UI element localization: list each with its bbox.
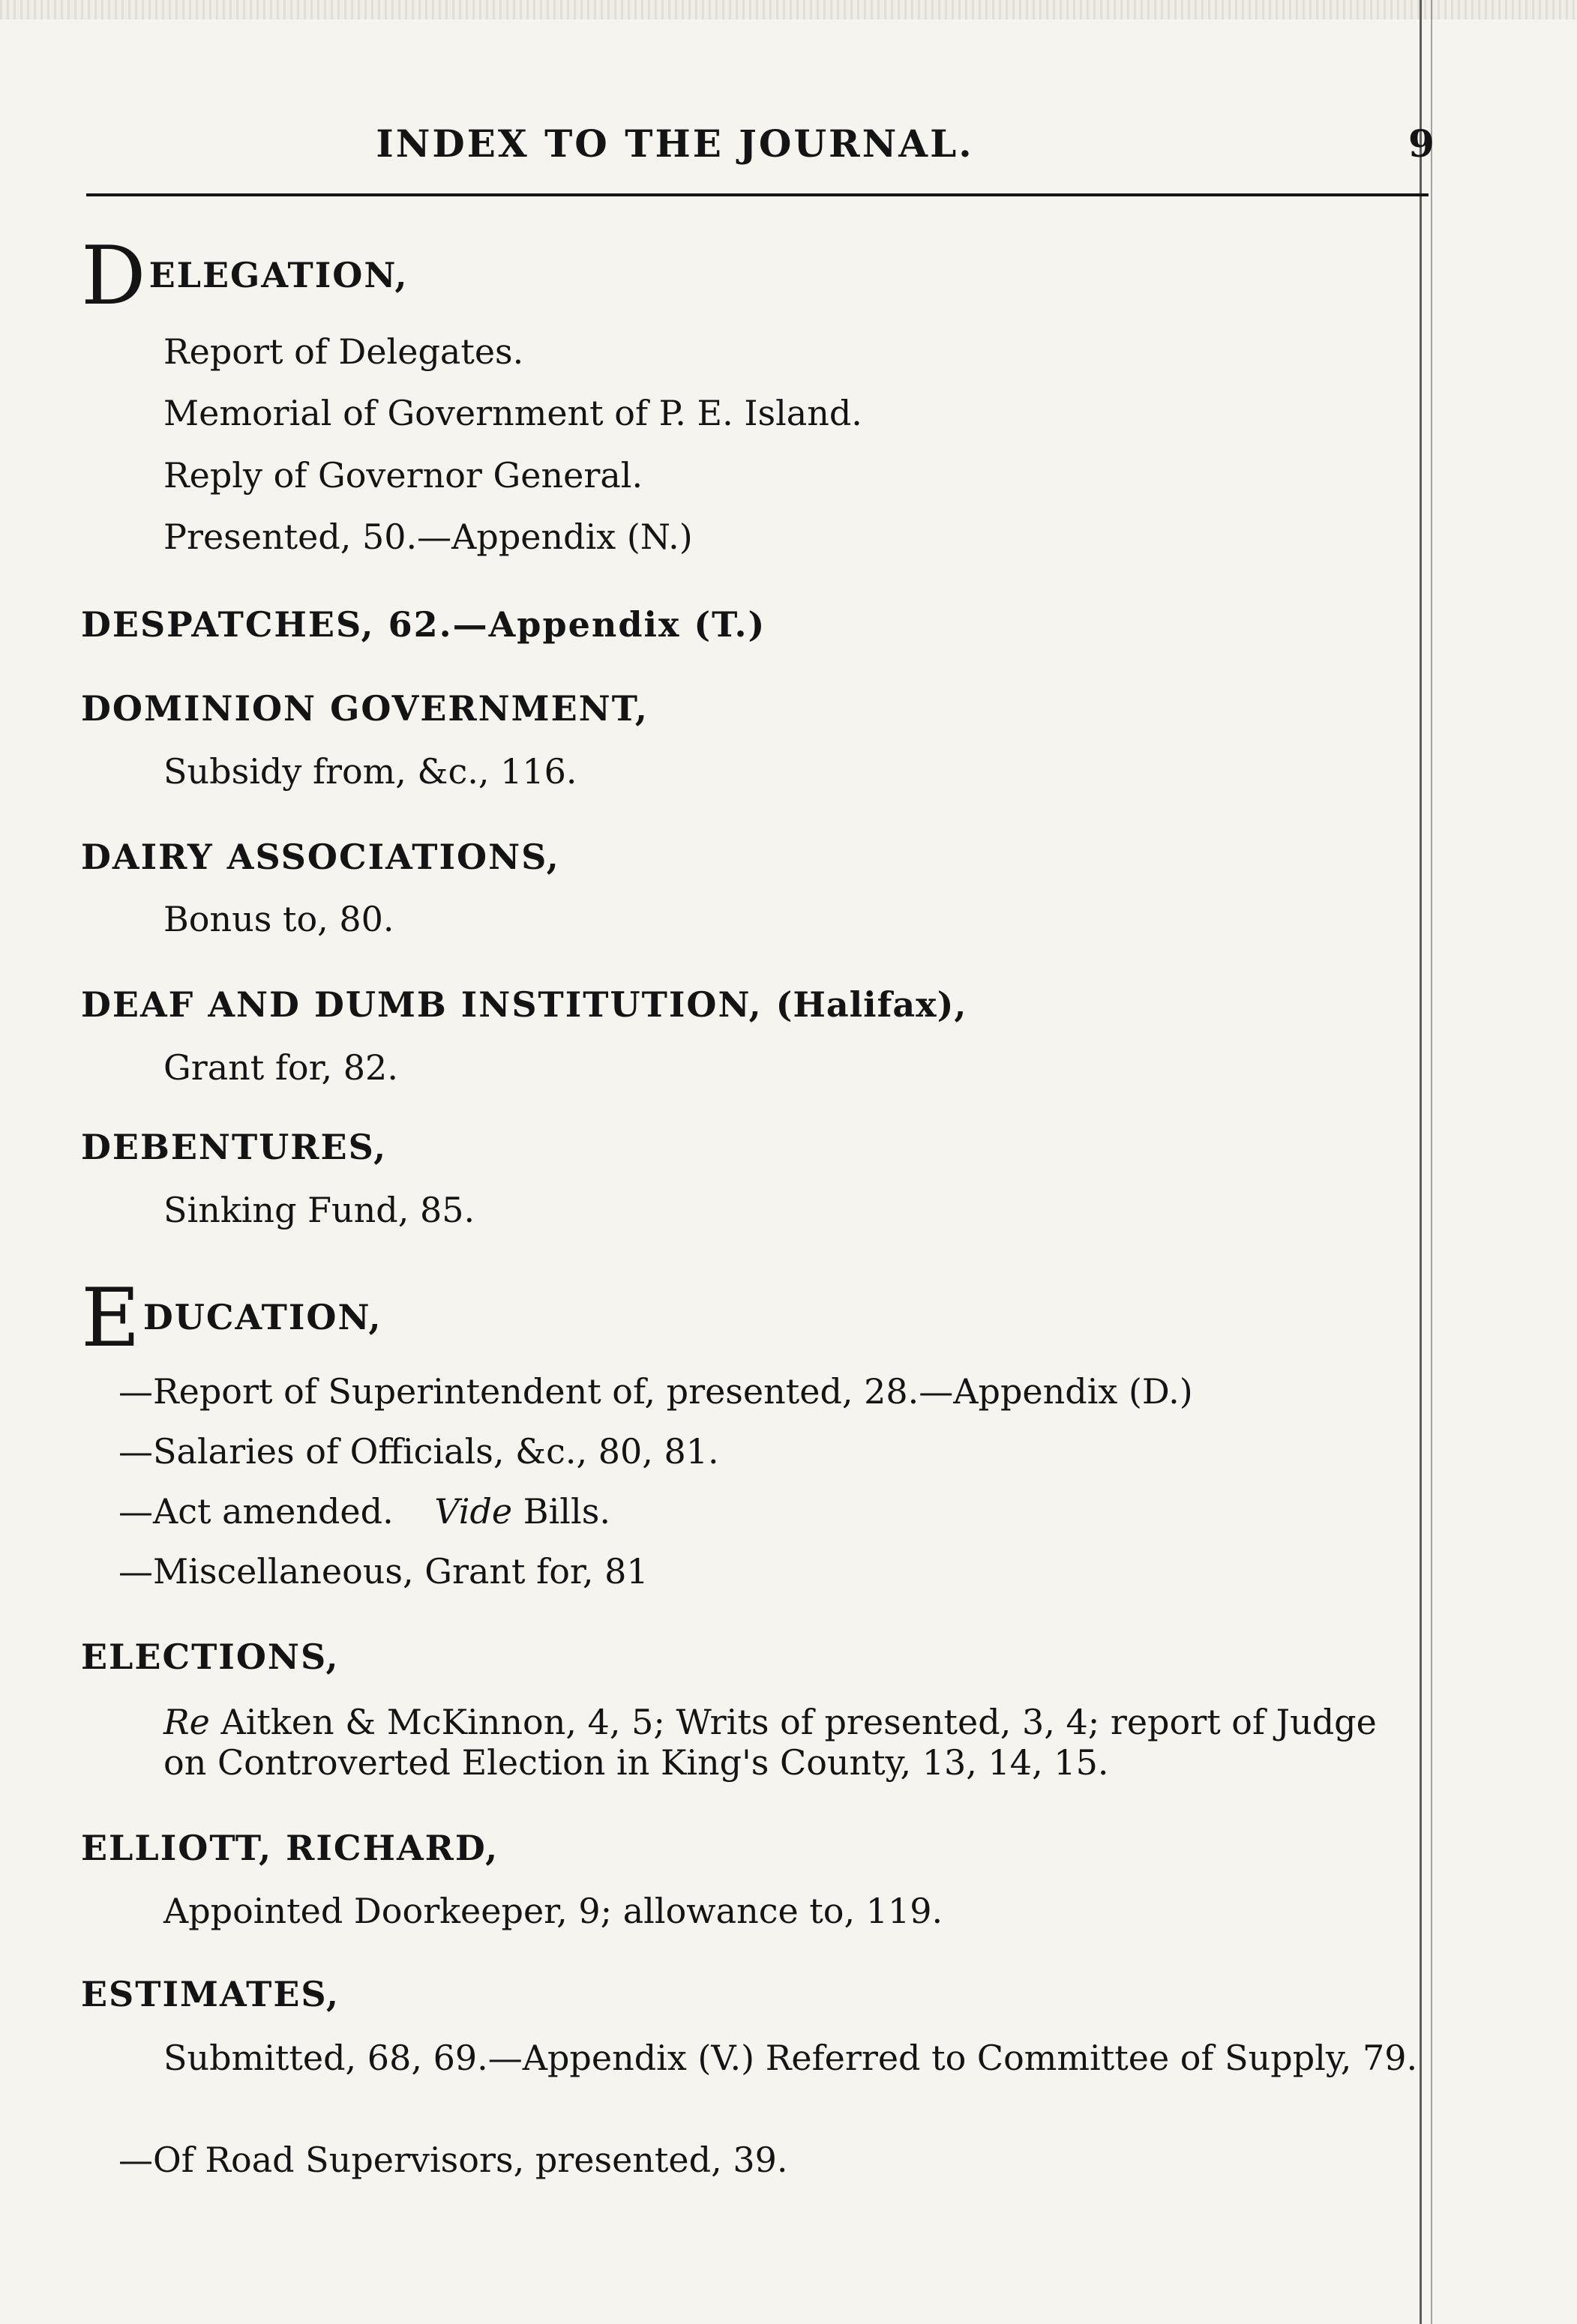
entry-line: Memorial of Government of P. E. Island. [163,393,862,433]
entry-paragraph [163,1702,1423,1783]
heading-suffix: (Halifax), [775,984,967,1025]
heading-delegation [81,229,409,323]
entry-line: Report of Delegates. [163,331,524,372]
heading-text: DEAF AND DUMB INSTITUTION, [81,984,763,1025]
entry-text: Bills. [523,1491,610,1532]
entry-line: —Salaries of Officials, &c., 80, 81. [118,1431,719,1472]
entry-line: —Miscellaneous, Grant for, 81 [118,1551,649,1592]
heading-estimates: ESTIMATES, [81,1974,340,2014]
heading-text: DUCATION, [142,1297,382,1337]
heading-deaf-dumb-institution [81,986,967,1024]
re-text: Re [163,1702,210,1742]
entry-line: Appointed Doorkeeper, 9; allowance to, 119. [163,1891,943,1931]
entry-text: —Act amended. [118,1491,394,1532]
entry-line: Presented, 50.—Appendix (N.) [163,517,693,557]
heading-education [81,1271,382,1365]
heading-dairy-associations: DAIRY ASSOCIATIONS, [81,837,560,877]
entry-line: Sinking Fund, 85. [163,1190,475,1230]
entry-line [118,1492,610,1532]
entry-line: Bonus to, 80. [163,899,394,939]
heading-dominion-government: DOMINION GOVERNMENT, [81,688,649,729]
vide-text: Vide [434,1491,513,1532]
heading-text: ELEGATION, [148,255,409,295]
entry-line: Subsidy from, &c., 116. [163,751,577,792]
heading-elections: ELECTIONS, [81,1637,340,1677]
page-title: INDEX TO THE JOURNAL. [376,121,974,166]
heading-despatches: DESPATCHES, 62.—Appendix (T.) [81,604,766,645]
entry-line: Grant for, 82. [163,1047,398,1088]
entry-line: —Of Road Supervisors, presented, 39. [118,2140,788,2180]
page-number: 9 [1408,121,1435,166]
page-edge-rule [1420,0,1432,2324]
heading-elliott-richard: ELLIOTT, RICHARD, [81,1828,499,1868]
scan-border-top [0,0,1577,19]
header-rule [86,193,1429,196]
entry-line: Reply of Governor General. [163,455,643,496]
entry-line: —Report of Superintendent of, presented, 28.—Appendix (D.) [118,1371,1193,1412]
entry-text: Aitken & McKinnon, 4, 5; Writs of presented, 3, 4; report of Judge on Controverted Election in King's County, 13, 14, 15. [163,1702,1377,1783]
entry-paragraph: Submitted, 68, 69.—Appendix (V.) Referred to Committee of Supply, 79. [163,2038,1418,2078]
drop-cap: D [81,229,148,323]
heading-debentures: DEBENTURES, [81,1127,388,1167]
drop-cap: E [81,1271,142,1365]
